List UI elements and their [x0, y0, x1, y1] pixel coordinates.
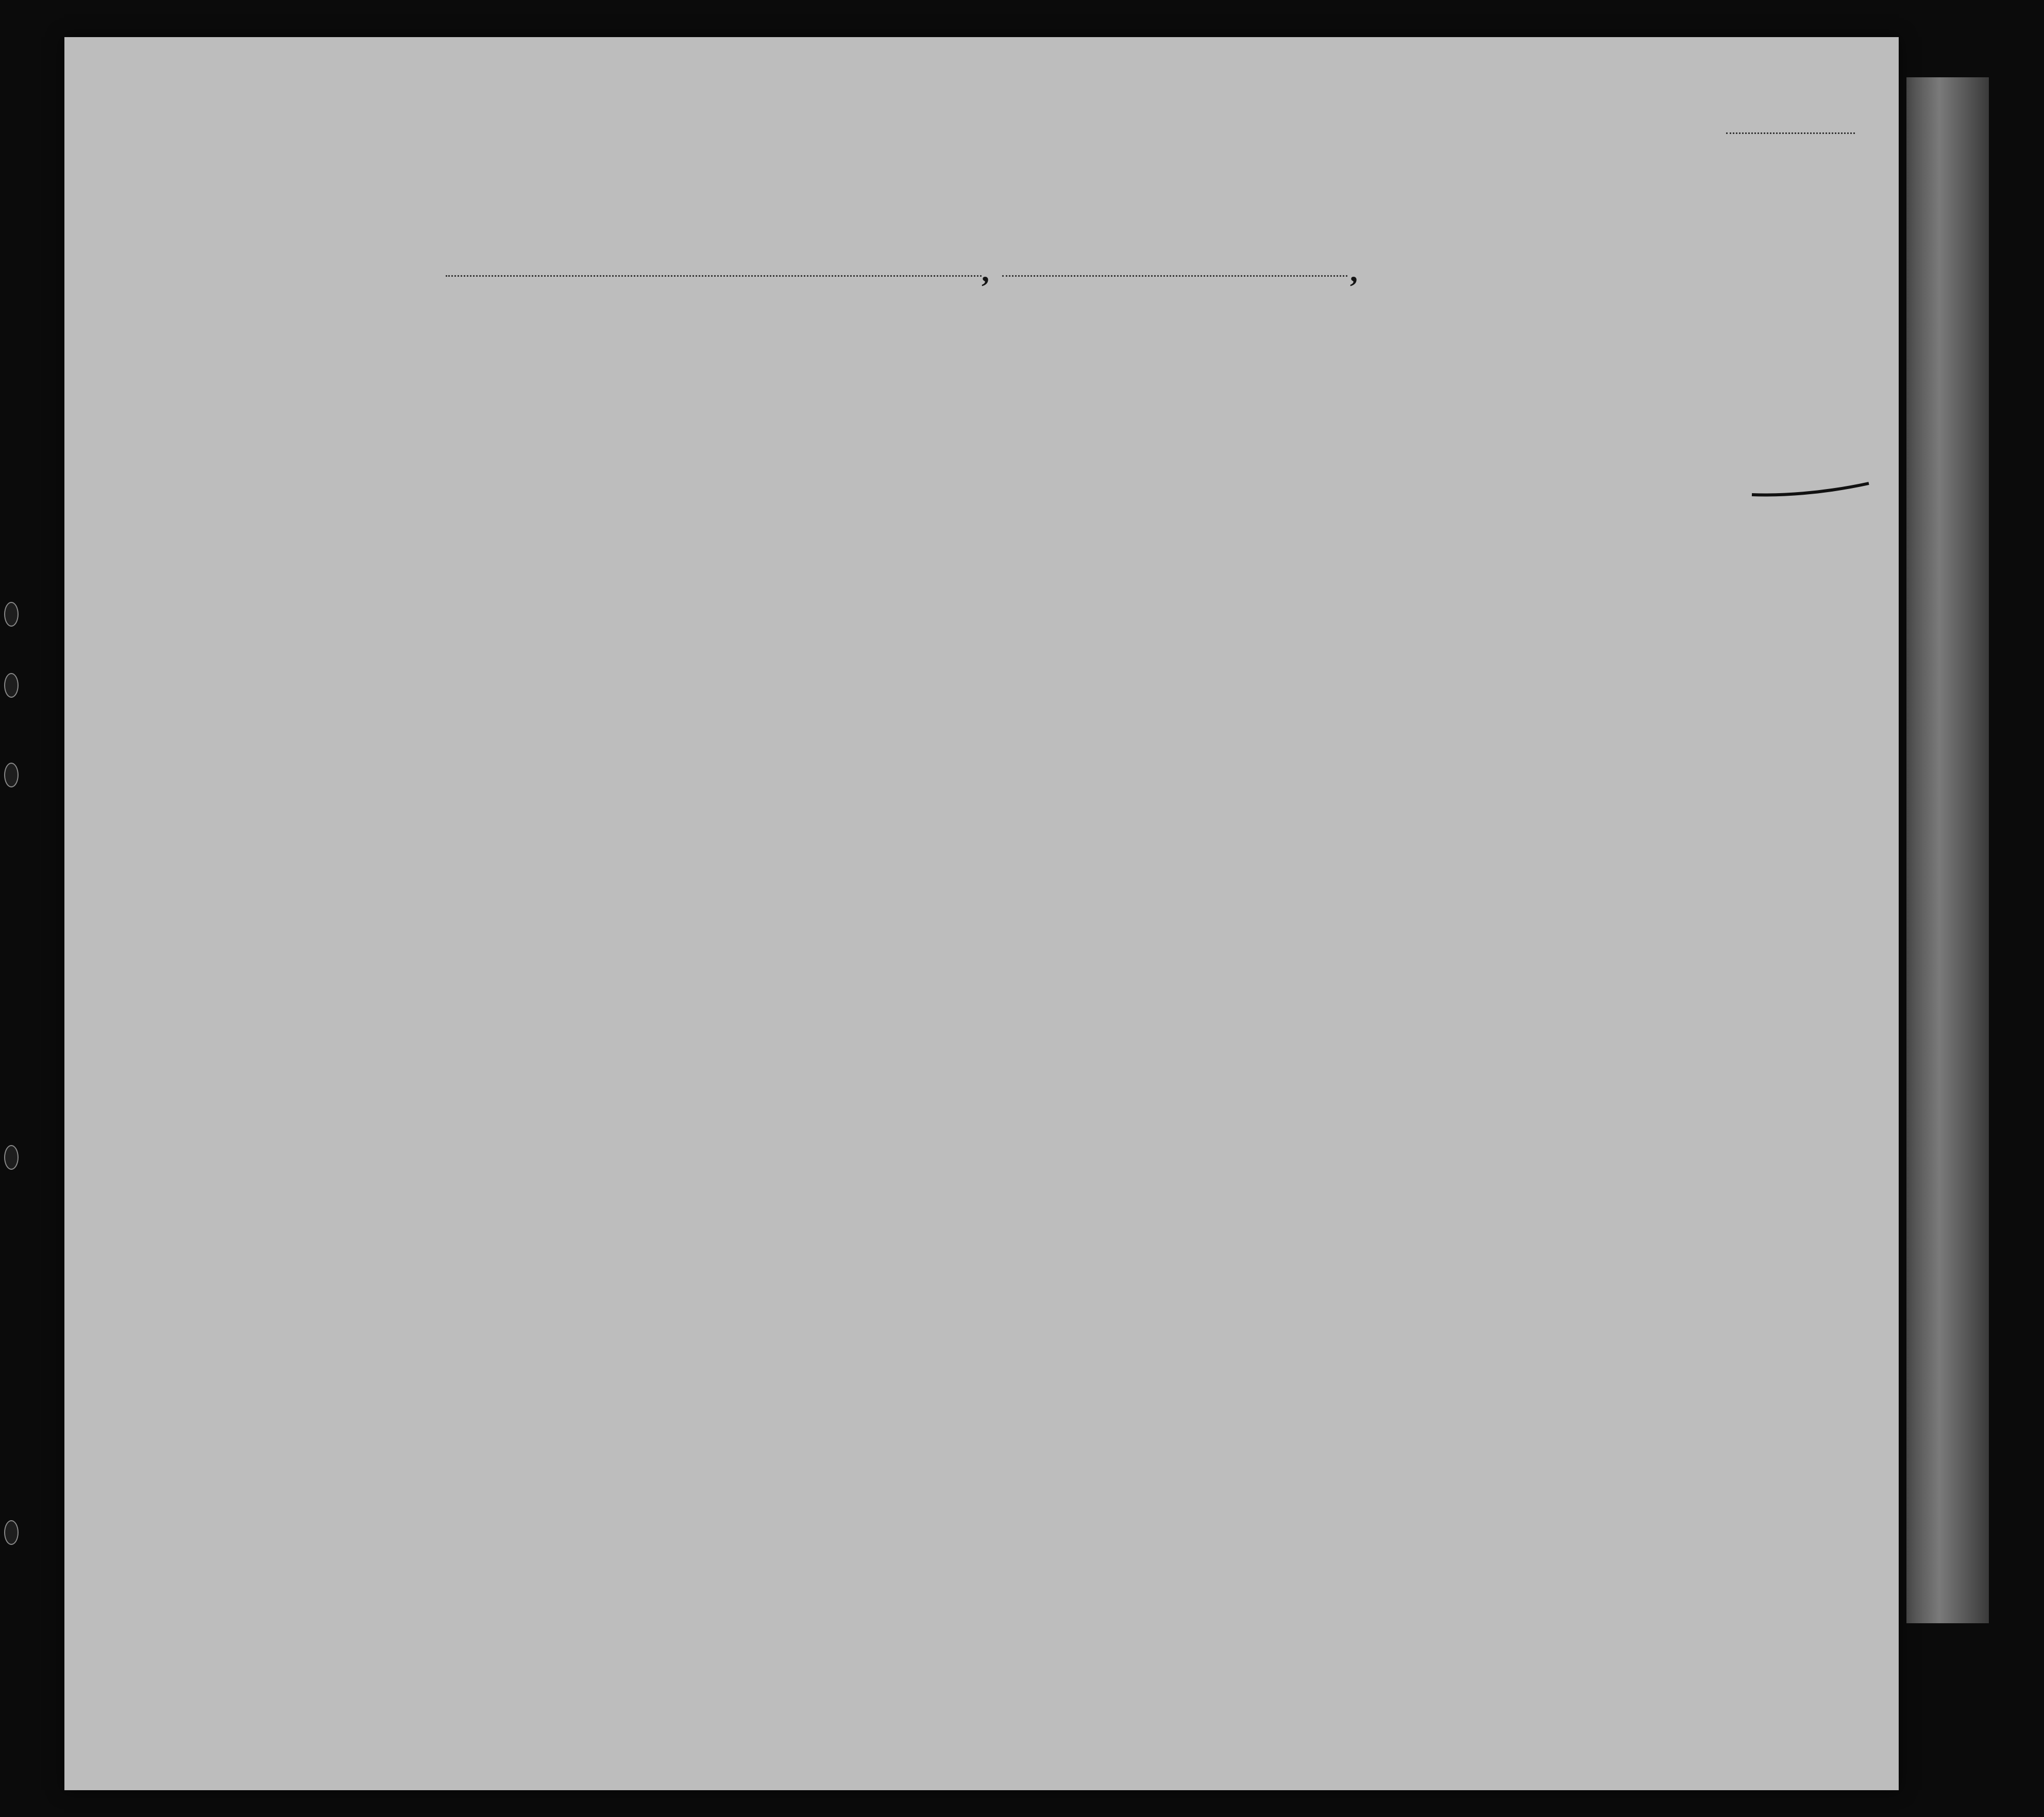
header-q26	[1177, 339, 1214, 462]
header-feet	[1368, 426, 1393, 467]
header-inches	[1394, 426, 1418, 467]
annotation-stroke	[1749, 480, 1873, 501]
list-line	[1726, 132, 1855, 134]
header-purpose-citizen	[975, 352, 1004, 470]
form-grid	[64, 37, 1899, 1790]
header-polygamist	[1043, 339, 1066, 462]
header-anarchist	[1067, 339, 1090, 462]
binding-hole	[4, 763, 19, 787]
binding-hole	[4, 1145, 19, 1170]
header-ticket	[182, 339, 224, 460]
comma-1: ,	[982, 254, 989, 288]
comma-2: ,	[1350, 254, 1358, 288]
adjacent-page-edge	[1906, 77, 1989, 1623]
header-fifty	[365, 339, 394, 462]
port-line	[446, 275, 982, 277]
binding-hole	[4, 673, 19, 698]
binding-hole	[4, 1520, 19, 1545]
header-q24	[1091, 339, 1134, 462]
manifest-sheet	[64, 37, 1899, 1790]
binding-hole	[4, 602, 19, 627]
date-line	[1002, 275, 1347, 277]
header-purpose-return	[853, 352, 889, 470]
header-q25	[1135, 339, 1176, 462]
header-prison	[1006, 339, 1042, 462]
header-purpose-length	[891, 352, 922, 470]
